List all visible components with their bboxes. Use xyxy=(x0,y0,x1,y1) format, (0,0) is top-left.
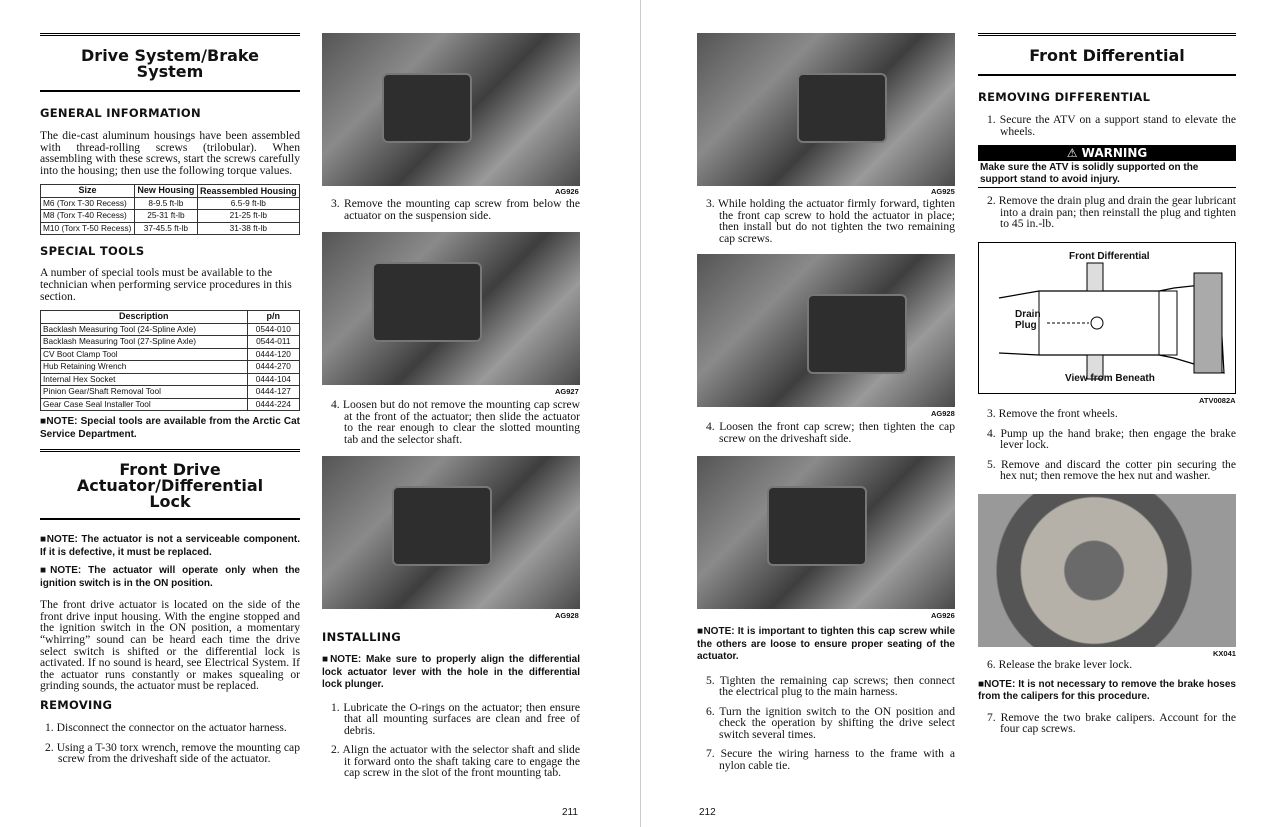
tool-part-number: 0444-120 xyxy=(247,348,299,361)
step: 4. Pump up the hand brake; then engage the brake lever lock. xyxy=(987,426,1236,452)
step: 2. Align the actuator with the selector shaft and slide it forward onto the shaft taking care to engage the cap screw in the slot of the front mounting tab. xyxy=(331,743,580,780)
note-ignition: ■NOTE: The actuator will operate only when the ignition switch is in the ON position. xyxy=(40,565,300,589)
photo-caption: AG925 xyxy=(931,187,955,196)
brake-hose-note: ■NOTE: It is not necessary to remove the brake hoses from the calipers for this procedure. xyxy=(978,678,1236,703)
step: 1. Lubricate the O-rings on the actuator; then ensure that all mounting surfaces are clean and free of debris. xyxy=(331,700,580,737)
step: 3. Remove the front wheels. xyxy=(987,407,1118,420)
table-row xyxy=(41,361,300,374)
photo-caption: AG926 xyxy=(555,187,579,196)
cell: 6.5-9 ft-lb xyxy=(197,197,299,210)
th: Reassembled Housing xyxy=(197,185,299,198)
table-row xyxy=(41,323,300,336)
step: 5. Remove and discard the cotter pin securing the hex nut; then remove the hex nut and washer. xyxy=(987,457,1236,483)
cell: 37-45.5 ft-lb xyxy=(135,222,198,235)
th: Size xyxy=(41,185,135,198)
chapter-title: Front Differential xyxy=(978,33,1236,76)
cap-screw-note: ■NOTE: It is important to tighten this cap screw while the others are loose to ensure proper seating of the actuator. xyxy=(697,626,955,662)
step: 1. Disconnect the connector on the actuator harness. xyxy=(45,720,287,734)
step: 7. Remove the two brake calipers. Account for the four cap screws. xyxy=(987,710,1236,736)
note-not-serviceable: ■NOTE: The actuator is not a serviceable component. If it is defective, it must be replaced. xyxy=(40,534,300,558)
heading-removing-differential: REMOVING DIFFERENTIAL xyxy=(978,90,1151,104)
tool-description: Gear Case Seal Installer Tool xyxy=(41,398,248,411)
tool-description: Hub Retaining Wrench xyxy=(41,361,248,374)
tool-description: CV Boot Clamp Tool xyxy=(41,348,248,361)
step: 7. Secure the wiring harness to the frame with a nylon cable tie. xyxy=(706,747,955,773)
th: New Housing xyxy=(135,185,198,198)
step: 4. Loosen but do not remove the mounting cap screw at the front of the actuator; then slide the actuator to the rear enough to clear the slotted mounting tab and the selector shaft. xyxy=(331,398,580,446)
tool-description: Backlash Measuring Tool (24-Spline Axle) xyxy=(41,323,248,336)
title-line: Drive System/Brake xyxy=(81,46,259,65)
cell: 21-25 ft-lb xyxy=(197,210,299,223)
photo-actuator xyxy=(697,456,955,609)
diagram-code: ATV0082A xyxy=(1199,396,1236,405)
installing-note: ■NOTE: Make sure to properly align the differential lock actuator lever with the hole in the differential lock plunger. xyxy=(322,654,580,690)
table-row xyxy=(41,210,300,223)
tool-part-number: 0444-104 xyxy=(247,373,299,386)
photo-caption: AG928 xyxy=(555,611,579,620)
table-row xyxy=(41,222,300,235)
table-row xyxy=(41,386,300,399)
section-title xyxy=(40,449,300,520)
step: 5. Tighten the remaining cap screws; then connect the electrical plug to the main harness. xyxy=(706,673,955,699)
title-line: Lock xyxy=(149,492,191,512)
tool-description: Internal Hex Socket xyxy=(41,373,248,386)
tool-part-number: 0544-010 xyxy=(247,323,299,336)
heading-special-tools: SPECIAL TOOLS xyxy=(40,244,145,259)
warning-box xyxy=(978,145,1236,188)
photo-caption: KX041 xyxy=(1213,649,1236,658)
step: 2. Remove the drain plug and drain the gear lubricant into a drain pan; then reinstall the plug and tighten to 45 in.-lb. xyxy=(987,194,1236,231)
tool-part-number: 0444-270 xyxy=(247,361,299,374)
tool-description: Pinion Gear/Shaft Removal Tool xyxy=(41,386,248,399)
tool-part-number: 0444-224 xyxy=(247,398,299,411)
step: 6. Release the brake lever lock. xyxy=(987,658,1133,671)
title-line: Front Drive xyxy=(119,460,221,480)
photo-caption: AG928 xyxy=(931,409,955,418)
page-number: 212 xyxy=(699,807,716,818)
step: 3. Remove the mounting cap screw from below the actuator on the suspension side. xyxy=(331,197,580,222)
tool-part-number: 0444-127 xyxy=(247,386,299,399)
drain-plug-diagram xyxy=(978,242,1236,394)
step: 3. While holding the actuator firmly forward, tighten the front cap screw to hold the actuator in place; then install but do not tighten the two remaining cap screws. xyxy=(706,197,955,245)
title-line: Actuator/Differential xyxy=(76,476,264,496)
heading-general-information: GENERAL INFORMATION xyxy=(40,106,201,120)
cell: M6 (Torx T-30 Recess) xyxy=(41,197,135,210)
special-tools-note: ■NOTE: Special tools are available from the Arctic Cat Service Department. xyxy=(40,416,300,440)
photo-actuator xyxy=(322,456,580,609)
heading-installing: INSTALLING xyxy=(322,630,402,644)
photo-actuator xyxy=(697,254,955,407)
heading-removing: REMOVING xyxy=(40,697,113,712)
step: 2. Using a T-30 torx wrench, remove the mounting cap screw from the driveshaft side of the actuator. xyxy=(45,740,300,766)
page-number: 211 xyxy=(562,807,578,818)
th: Description xyxy=(41,311,248,324)
diagram-subtitle: View from Beneath xyxy=(1065,373,1155,384)
th: p/n xyxy=(247,311,299,324)
cell: 31-38 ft-lb xyxy=(197,222,299,235)
table-row xyxy=(41,197,300,210)
diagram-title: Front Differential xyxy=(1069,251,1150,262)
photo-caption: AG927 xyxy=(555,387,579,396)
torque-table xyxy=(40,184,300,235)
page-212 xyxy=(640,0,1280,827)
cell: M8 (Torx T-40 Recess) xyxy=(41,210,135,223)
step: 1. Secure the ATV on a support stand to elevate the wheels. xyxy=(987,113,1236,138)
photo-actuator xyxy=(697,33,955,186)
photo-hub xyxy=(978,494,1236,647)
step: 4. Loosen the front cap screw; then tighten the cap screw on the driveshaft side. xyxy=(706,420,955,445)
photo-actuator xyxy=(322,33,580,186)
drain-plug-label: Drain Plug xyxy=(1015,309,1041,331)
chapter-title xyxy=(40,33,300,92)
title-line: System xyxy=(136,62,204,81)
photo-actuator xyxy=(322,232,580,385)
actuator-text: The front drive actuator is located on the side of the front drive input housing. With the engine stopped and the ignition switch in the ON position, a momentary “whirring” sound can be heard each time the drive select switch is shifted or the differential lock is activated. If no sound is heard, see Electrical System. If the actuator runs constantly or makes squealing or grinding sounds, the actuator must be replaced. xyxy=(40,598,300,693)
cell: 25-31 ft-lb xyxy=(135,210,198,223)
step: 6. Turn the ignition switch to the ON position and check the operation by shifting the drive select switch several times. xyxy=(706,704,955,741)
cell: 8-9.5 ft-lb xyxy=(135,197,198,210)
table-row xyxy=(41,398,300,411)
special-tools-table xyxy=(40,310,300,411)
warning-heading: ⚠ WARNING xyxy=(978,145,1236,161)
tool-description: Backlash Measuring Tool (27-Spline Axle) xyxy=(41,336,248,349)
table-row xyxy=(41,348,300,361)
cell: M10 (Torx T-50 Recess) xyxy=(41,222,135,235)
special-tools-text: A number of special tools must be available to the technician when performing service procedures in this section. xyxy=(40,266,292,303)
table-row xyxy=(41,373,300,386)
photo-caption: AG926 xyxy=(931,611,955,620)
general-info-text: The die-cast aluminum housings have been assembled with thread-rolling screws (trilobular). When assembling with these screws, start the screws carefully into the housing; then use the following torque values. xyxy=(40,129,300,177)
tool-part-number: 0544-011 xyxy=(247,336,299,349)
table-row xyxy=(41,336,300,349)
warning-text: Make sure the ATV is solidly supported on the support stand to avoid injury. xyxy=(978,161,1236,188)
